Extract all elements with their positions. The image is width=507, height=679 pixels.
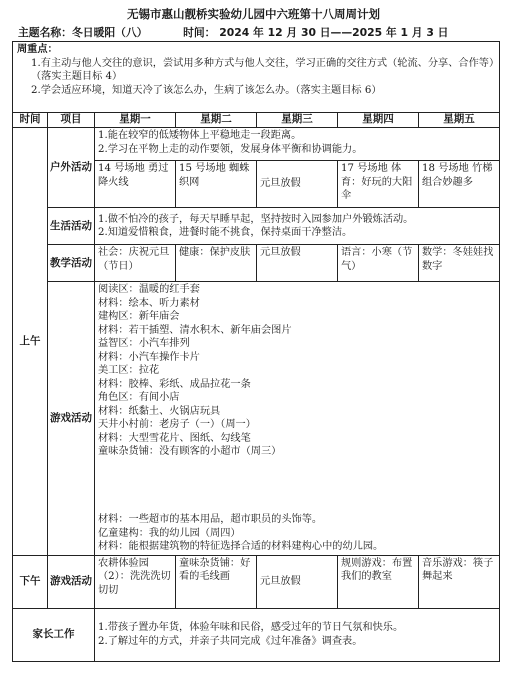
games-cell-continued: [95, 512, 500, 555]
col-header-time: 时间: [13, 113, 48, 128]
time-label: 时间：: [183, 26, 216, 39]
afternoon-row: [13, 555, 500, 608]
games-line: 材料：小汽车操作卡片: [98, 351, 200, 363]
focus-item: 1.有主动与他人交往的意识，尝试用多种方式与他人交往，学习正确的交往方式（轮流、分享、合作等）（落实主题目标 4）: [31, 57, 495, 82]
outdoor-goal: 1.能在较窄的低矮物体上平稳地走一段距离。: [98, 130, 302, 141]
afternoon-wed: 元旦放假: [257, 555, 338, 608]
theme-label: 主题名称：: [18, 26, 72, 39]
parents-label: 家长工作: [13, 608, 95, 661]
games-line: 阅读区：温暖的红手套: [98, 284, 200, 295]
focus-label: 周重点：: [17, 44, 58, 55]
outdoor-wed: 元旦放假: [257, 161, 338, 208]
teaching-tue: 健康：保护皮肤: [176, 245, 257, 282]
games-line: 角色区：有间小店: [98, 392, 180, 403]
games-line: 益智区：小汽车排列: [98, 338, 190, 349]
teaching-fri: 数学：冬娃娃找数字: [419, 245, 500, 282]
outdoor-tue: 15 号场地 蜘蛛织网: [176, 161, 257, 208]
afternoon-games-label: 游戏活动: [48, 555, 95, 608]
outdoor-goals-cell: [95, 128, 500, 161]
afternoon-mon: 农耕体验园（2）：洗洗洗切切切: [95, 555, 176, 608]
theme-value: 冬日暖阳（八）: [71, 26, 148, 39]
life-label: 生活活动: [48, 208, 95, 245]
focus-row: [13, 42, 500, 113]
games-line: 材料：胶棒、彩纸、成品拉花一条: [98, 378, 251, 390]
outdoor-label: 户外活动: [48, 128, 95, 208]
outdoor-goals-row: [13, 128, 500, 161]
afternoon-fri: 音乐游戏：筷子舞起来: [419, 555, 500, 608]
games-line: 亿童建构：我的幼儿园（周四）: [98, 527, 241, 539]
plan-subheader: [18, 25, 448, 40]
teaching-mon: 社会：庆祝元旦（节日）: [95, 245, 176, 282]
teaching-label: 教学活动: [48, 245, 95, 282]
weekly-plan-table: [12, 41, 500, 662]
life-row: [13, 208, 500, 245]
focus-cell: [13, 42, 500, 113]
afternoon-thu: 规则游戏：布置我们的教室: [338, 555, 419, 608]
life-item: 1.做不怕冷的孩子，每天早睡早起，坚持按时入园参加户外锻炼活动。: [98, 213, 414, 225]
games-line: 材料：大型雪花片、图纸、勾线笔: [98, 432, 251, 444]
col-header-mon: 星期一: [95, 113, 176, 128]
morning-label: 上午: [13, 128, 48, 556]
games-line: 材料：若干插塑、清水积木、新年庙会图片: [98, 324, 292, 336]
page-title: 无锡市惠山靓桥实验幼儿园中六班第十八周周计划: [127, 7, 380, 21]
col-header-tue: 星期二: [176, 113, 257, 128]
games-row: [13, 282, 500, 513]
afternoon-label: 下午: [13, 555, 48, 608]
games-line: 材料：绘本、听力素材: [98, 297, 200, 309]
life-cell: [95, 208, 500, 245]
teaching-wed: 元旦放假: [257, 245, 338, 282]
outdoor-goal: 2.学习在平物上走的动作要领，发展身体平衡和协调能力。: [98, 143, 363, 155]
parents-item: 2.了解过年的方式，并亲子共同完成《过年准备》调查表。: [98, 635, 363, 647]
games-line: 建构区：新年庙会: [98, 311, 180, 322]
games-line: 童味杂货铺：没有顾客的小超市（周三）: [98, 446, 282, 457]
column-header-row: [13, 113, 500, 128]
col-header-thu: 星期四: [338, 113, 419, 128]
afternoon-tue: 童味杂货铺：好看的毛线画: [176, 555, 257, 608]
outdoor-fri: 18 号场地 竹梯组合妙趣多: [419, 161, 500, 208]
games-line: 美工区：拉花: [98, 365, 160, 376]
teaching-row: [13, 245, 500, 282]
games-line: 材料：一些超市的基本用品，超市职员的头饰等。: [98, 514, 323, 525]
time-value: 2024 年 12 月 30 日——2025 年 1 月 3 日: [219, 26, 449, 39]
outdoor-thu: 17 号场地 体育：好玩的大阳伞: [338, 161, 419, 208]
games-line: 材料：能根据建筑物的特征选择合适的材料建构心中的幼儿园。: [98, 541, 384, 552]
col-header-fri: 星期五: [419, 113, 500, 128]
games-line: 天井小村前：老房子（一）（周一）: [98, 419, 256, 430]
life-item: 2.知道爱惜粮食，进餐时能不挑食，保持桌面干净整洁。: [98, 227, 353, 238]
col-header-wed: 星期三: [257, 113, 338, 128]
games-line: 材料：纸黏土、火锅店玩具: [98, 405, 221, 417]
games-label: 游戏活动: [48, 282, 95, 556]
col-header-item: 项目: [48, 113, 95, 128]
parents-row: [13, 608, 500, 661]
parents-cell: [95, 608, 500, 661]
outdoor-mon: 14 号场地 勇过降火线: [95, 161, 176, 208]
games-cell: [95, 282, 500, 513]
focus-item: 2.学会适应环境，知道天冷了该怎么办，生病了该怎么办。（落实主题目标 6）: [31, 84, 382, 96]
teaching-thu: 语言：小寒（节气）: [338, 245, 419, 282]
parents-item: 1.带孩子置办年货，体验年味和民俗，感受过年的节日气氛和快乐。: [98, 622, 404, 633]
